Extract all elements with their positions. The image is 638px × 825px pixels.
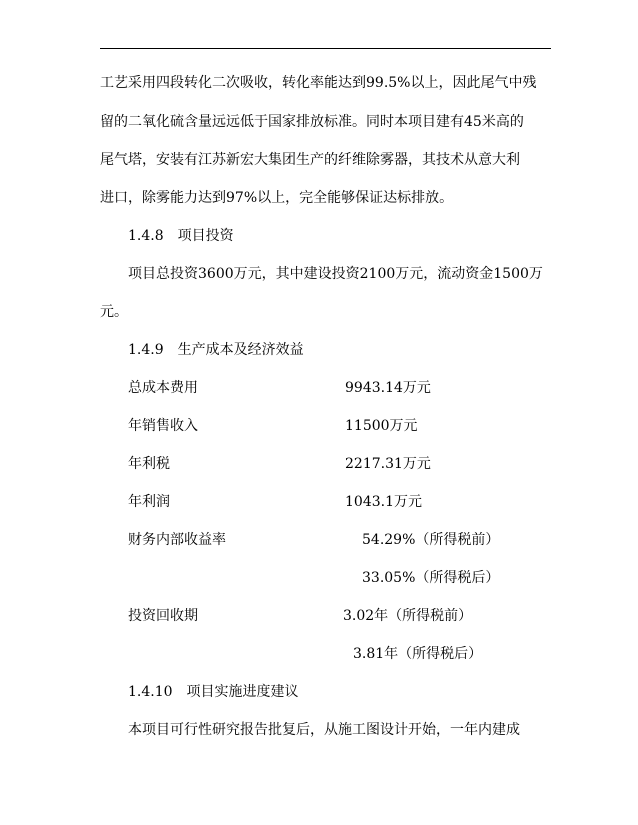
paragraph-line: 工艺采用四段转化二次吸收，转化率能达到99.5%以上，因此尾气中残 bbox=[100, 75, 537, 91]
row-value-irr-pretax: 54.29%（所得税前） bbox=[362, 532, 500, 548]
row-value-payback-aftertax: 3.81年（所得税后） bbox=[353, 646, 483, 662]
row-label-irr: 财务内部收益率 bbox=[128, 532, 226, 548]
header-rule bbox=[100, 48, 551, 49]
paragraph-line: 进口，除雾能力达到97%以上，完全能够保证达标排放。 bbox=[100, 190, 454, 206]
row-label-annual-sales: 年销售收入 bbox=[128, 418, 198, 434]
row-value-irr-aftertax: 33.05%（所得税后） bbox=[362, 570, 500, 586]
paragraph-line: 元。 bbox=[100, 304, 128, 320]
section-heading-1-4-9: 1.4.9 生产成本及经济效益 bbox=[128, 342, 304, 358]
paragraph-line: 尾气塔，安装有江苏新宏大集团生产的纤维除雾器，其技术从意大利 bbox=[100, 152, 520, 168]
row-value-annual-profit-tax: 2217.31万元 bbox=[345, 456, 431, 472]
paragraph-line: 本项目可行性研究报告批复后，从施工图设计开始，一年内建成 bbox=[128, 722, 520, 738]
row-value-payback-pretax: 3.02年（所得税前） bbox=[343, 608, 473, 624]
row-label-annual-profit: 年利润 bbox=[128, 494, 170, 510]
section-heading-1-4-10: 1.4.10 项目实施进度建议 bbox=[128, 684, 299, 700]
row-value-annual-sales: 11500万元 bbox=[345, 418, 418, 434]
paragraph-line: 留的二氧化硫含量远远低于国家排放标准。同时本项目建有45米高的 bbox=[100, 114, 524, 130]
row-label-total-cost: 总成本费用 bbox=[128, 380, 198, 396]
row-label-payback-period: 投资回收期 bbox=[128, 608, 198, 624]
section-heading-1-4-8: 1.4.8 项目投资 bbox=[128, 228, 234, 244]
row-label-annual-profit-tax: 年利税 bbox=[128, 456, 170, 472]
row-value-annual-profit: 1043.1万元 bbox=[345, 494, 422, 510]
row-value-total-cost: 9943.14万元 bbox=[345, 380, 431, 396]
paragraph-line: 项目总投资3600万元，其中建设投资2100万元，流动资金1500万 bbox=[128, 266, 543, 282]
